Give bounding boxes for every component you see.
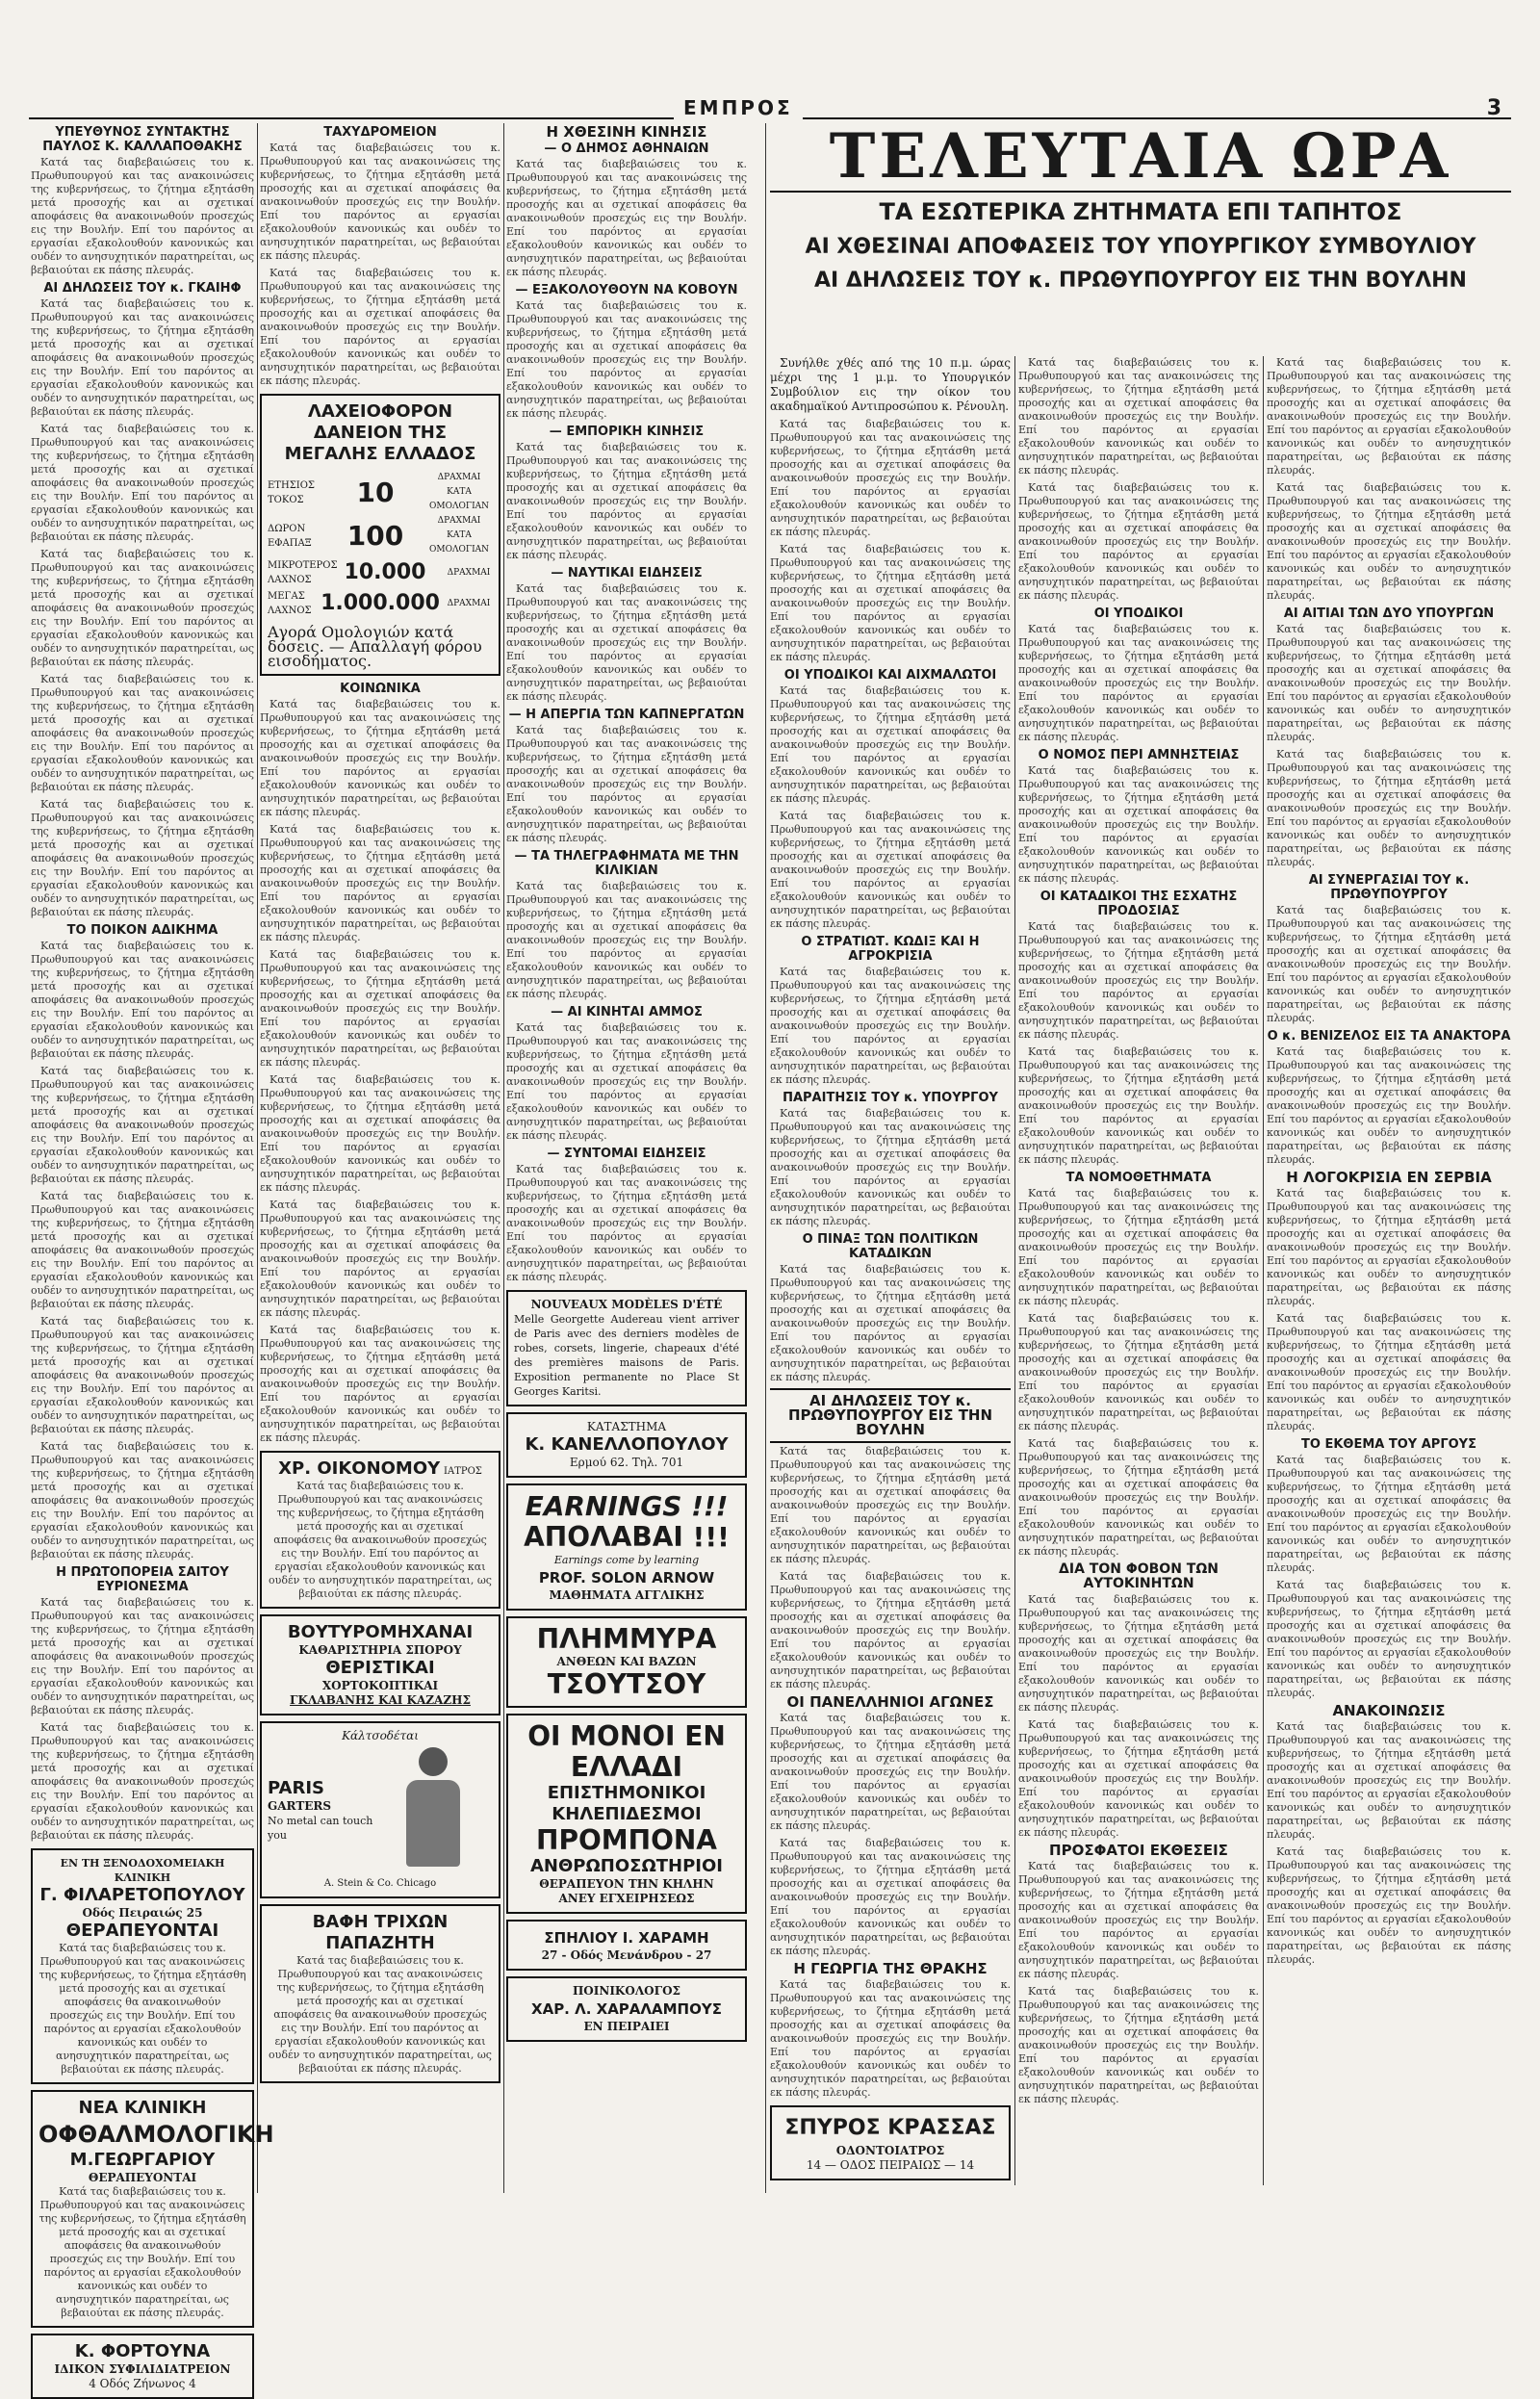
column-rule [503,123,504,2193]
article-text: Κατά τας διαβεβαιώσεις του κ. Πρωθυπουργού και τας ανακοινώσεις της κυβερνήσεως, το ζήτημα εξητάσθη μετά προσοχής και αι σχετικαί αποφάσεις θα ανακοινωθούν προσεχώς εις την Βουλήν. Επί του παρόντος αι εργασίαι εξακολουθούν κανονικώς και ουδέν το ανησυχητικόν παρατηρείται, ως βεβαιούται εκ πάσης πλευράς. [31,156,254,276]
ad-line: ΝΕΑ ΚΛΙΝΙΚΗ [78,2098,207,2118]
ad-text: Melle Georgette Audereau vient arriver de Paris avec des derniers modèles de robes, corsets, lingerie, chapeaux d'été des premières maisons de Paris. Exposition permanente no Place St Georges Karitsi. [514,1313,739,1398]
ad-line: ΚΗΛΕΠΙΔΕΣΜΟΙ [552,1804,702,1824]
article-text: Κατά τας διαβεβαιώσεις του κ. Πρωθυπουργού και τας ανακοινώσεις της κυβερνήσεως, το ζήτημα εξητάσθη μετά προσοχής και αι σχετικαί αποφάσεις θα ανακοινωθούν προσεχώς εις την Βουλήν. Επί του παρόντος αι εργασίαι εξακολουθούν κανονικώς και ουδέν το ανησυχητικόν παρατηρείται, ως βεβαιούται εκ πάσης πλευράς. [1267,356,1511,477]
ad-line: ΘΕΡΑΠΕΥΟΝΤΑΙ [65,1921,219,1941]
article-heading: Ο κ. ΒΕΝΙΖΕΛΟΣ ΕΙΣ ΤΑ ΑΝΑΚΤΟΡΑ [1267,1029,1511,1044]
column-rule [257,123,258,2193]
article-text: Κατά τας διαβεβαιώσεις του κ. Πρωθυπουργού και τας ανακοινώσεις της κυβερνήσεως, το ζήτημα εξητάσθη μετά προσοχής και αι σχετικαί αποφάσεις θα ανακοινωθούν προσεχώς εις την Βουλήν. Επί του παρόντος αι εργασίαι εξακολουθούν κανονικώς και ουδέν το ανησυχητικόν παρατηρείται, ως βεβαιούται εκ πάσης πλευράς. [31,1721,254,1842]
column-5 [1018,356,1259,2185]
ad-line: ΠΡΟΜΠΟΝΑ [536,1824,717,1856]
lottery-label: ΜΙΚΡΟΤΕΡΟΣ ΛΑΧΝΟΣ [268,560,338,585]
column-rule [1014,356,1015,2185]
ad-text: Κατά τας διαβεβαιώσεις του κ. Πρωθυπουργού και τας ανακοινώσεις της κυβερνήσεως, το ζήτημα εξητάσθη μετά προσοχής και αι σχετικαί αποφάσεις θα ανακοινωθούν προσεχώς εις την Βουλήν. Επί του παρόντος αι εργασίαι εξακολουθούν κανονικώς και ουδέν το ανησυχητικόν παρατηρείται, ως βεβαιούται εκ πάσης πλευράς. [38,2185,246,2319]
ad-line: ΚΑΤΑΣΤΗΜΑ [586,1420,667,1433]
article-text: Κατά τας διαβεβαιώσεις του κ. Πρωθυπουργού και τας ανακοινώσεις της κυβερνήσεως, το ζήτημα εξητάσθη μετά προσοχής και αι σχετικαί αποφάσεις θα ανακοινωθούν προσεχώς εις την Βουλήν. Επί του παρόντος αι εργασίαι εξακολουθούν κανονικώς και ουδέν το ανησυχητικόν παρατηρείται, ως βεβαιούται εκ πάσης πλευράς. [1018,481,1259,602]
article-text: Κατά τας διαβεβαιώσεις του κ. Πρωθυπουργού και τας ανακοινώσεις της κυβερνήσεως, το ζήτημα εξητάσθη μετά προσοχής και αι σχετικαί αποφάσεις θα ανακοινωθούν προσεχώς εις την Βουλήν. Επί του παρόντος αι εργασίαι εξακολουθούν κανονικώς και ουδέν το ανησυχητικόν παρατηρείται, ως βεβαιούται εκ πάσης πλευράς. [506,299,747,420]
ad-line: 27 - Οδός Μενάνδρου - 27 [541,1948,712,1962]
garters-ad [260,1721,500,1898]
article-heading: ΟΙ ΥΠΟΔΙΚΟΙ ΚΑΙ ΑΙΧΜΑΛΩΤΟΙ [783,668,997,683]
ad-line: ΛΑΧΕΙΟΦΟΡΟΝ ΔΑΝΕΙΟΝ ΤΗΣ ΜΕΓΑΛΗΣ ΕΛΛΑΔΟΣ [284,401,476,464]
main-headline: ΤΕΛΕΥΤΑΙΑ ΩΡΑ [770,123,1511,193]
article-text: Κατά τας διαβεβαιώσεις του κ. Πρωθυπουργού και τας ανακοινώσεις της κυβερνήσεως, το ζήτημα εξητάσθη μετά προσοχής και αι σχετικαί αποφάσεις θα ανακοινωθούν προσεχώς εις την Βουλήν. Επί του παρόντος αι εργασίαι εξακολουθούν κανονικώς και ουδέν το ανησυχητικόν παρατηρείται, ως βεβαιούται εκ πάσης πλευράς. [770,1978,1011,2099]
article-text: Κατά τας διαβεβαιώσεις του κ. Πρωθυπουργού και τας ανακοινώσεις της κυβερνήσεως, το ζήτημα εξητάσθη μετά προσοχής και αι σχετικαί αποφάσεις θα ανακοινωθούν προσεχώς εις την Βουλήν. Επί του παρόντος αι εργασίαι εξακολουθούν κανονικώς και ουδέν το ανησυχητικόν παρατηρείται, ως βεβαιούται εκ πάσης πλευράς. [1018,623,1259,743]
masthead-title: ΕΜΠΡΟΣ [674,96,803,119]
article-subheading: — ΑΙ ΚΙΝΗΤΑΙ ΑΜΜΟΣ [551,1005,703,1019]
article-text: Κατά τας διαβεβαιώσεις του κ. Πρωθυπουργού και τας ανακοινώσεις της κυβερνήσεως, το ζήτημα εξητάσθη μετά προσοχής και αι σχετικαί αποφάσεις θα ανακοινωθούν προσεχώς εις την Βουλήν. Επί του παρόντος αι εργασίαι εξακολουθούν κανονικώς και ουδέν το ανησυχητικόν παρατηρείται, ως βεβαιούται εκ πάσης πλευράς. [1267,1579,1511,1699]
article-heading: ΟΙ ΥΠΟΔΙΚΟΙ [1093,606,1184,621]
article-text: Κατά τας διαβεβαιώσεις του κ. Πρωθυπουργού και τας ανακοινώσεις της κυβερνήσεως, το ζήτημα εξητάσθη μετά προσοχής και αι σχετικαί αποφάσεις θα ανακοινωθούν προσεχώς εις την Βουλήν. Επί του παρόντος αι εργασίαι εξακολουθούν κανονικώς και ουδέν το ανησυχητικόν παρατηρείται, ως βεβαιούται εκ πάσης πλευράς. [1018,1187,1259,1307]
article-text: Κατά τας διαβεβαιώσεις του κ. Πρωθυπουργού και τας ανακοινώσεις της κυβερνήσεως, το ζήτημα εξητάσθη μετά προσοχής και αι σχετικαί αποφάσεις θα ανακοινωθούν προσεχώς εις την Βουλήν. Επί του παρόντος αι εργασίαι εξακολουθούν κανονικώς και ουδέν το ανησυχητικόν παρατηρείται, ως βεβαιούται εκ πάσης πλευράς. [260,948,500,1069]
article-text: Κατά τας διαβεβαιώσεις του κ. Πρωθυπουργού και τας ανακοινώσεις της κυβερνήσεως, το ζήτημα εξητάσθη μετά προσοχής και αι σχετικαί αποφάσεις θα ανακοινωθούν προσεχώς εις την Βουλήν. Επί του παρόντος αι εργασίαι εξακολουθούν κανονικώς και ουδέν το ανησυχητικόν παρατηρείται, ως βεβαιούται εκ πάσης πλευράς. [770,810,1011,930]
ad-line: ΟΦΘΑΛΜΟΛΟΓΙΚΗ [38,2121,274,2148]
flowers-ad [506,1616,747,1708]
article-heading: Ο ΠΙΝΑΞ ΤΩΝ ΠΟΛΙΤΙΚΩΝ ΚΑΤΑΔΙΚΩΝ [802,1232,979,1261]
ad-line: Κάλτσοδέται [342,1729,419,1742]
article-text: Κατά τας διαβεβαιώσεις του κ. Πρωθυπουργού και τας ανακοινώσεις της κυβερνήσεως, το ζήτημα εξητάσθη μετά προσοχής και αι σχετικαί αποφάσεις θα ανακοινωθούν προσεχώς εις την Βουλήν. Επί του παρόντος αι εργασίαι εξακολουθούν κανονικώς και ουδέν το ανησυχητικόν παρατηρείται, ως βεβαιούται εκ πάσης πλευράς. [1267,1454,1511,1574]
ad-line: ΧΡ. ΟΙΚΟΝΟΜΟΥ [278,1458,441,1479]
article-text: Κατά τας διαβεβαιώσεις του κ. Πρωθυπουργού και τας ανακοινώσεις της κυβερνήσεως, το ζήτημα εξητάσθη μετά προσοχής και αι σχετικαί αποφάσεις θα ανακοινωθούν προσεχώς εις την Βουλήν. Επί του παρόντος αι εργασίαι εξακολουθούν κανονικώς και ουδέν το ανησυχητικόν παρατηρείται, ως βεβαιούται εκ πάσης πλευράς. [506,880,747,1000]
lottery-value: 1.000.000 [321,591,440,615]
article-subheading: — ΕΞΑΚΟΛΟΥΘΟΥΝ ΝΑ ΚΟΒΟΥΝ [515,283,738,297]
article-text: Κατά τας διαβεβαιώσεις του κ. Πρωθυπουργού και τας ανακοινώσεις της κυβερνήσεως, το ζήτημα εξητάσθη μετά προσοχής και αι σχετικαί αποφάσεις θα ανακοινωθούν προσεχώς εις την Βουλήν. Επί του παρόντος αι εργασίαι εξακολουθούν κανονικώς και ουδέν το ανησυχητικόν παρατηρείται, ως βεβαιούται εκ πάσης πλευράς. [1018,1985,1259,2105]
ad-line: ΑΝΘΡΩΠΟΣΩΤΗΡΙΟΙ [530,1856,723,1876]
headline-line: ΤΑ ΕΣΩΤΕΡΙΚΑ ΖΗΤΗΜΑΤΑ ΕΠΙ ΤΑΠΗΤΟΣ [879,198,1402,225]
ad-line: ΧΑΡ. Λ. ΧΑΡΑΛΑΜΠΟΥΣ [531,2000,722,2018]
article-text: Κατά τας διαβεβαιώσεις του κ. Πρωθυπουργού και τας ανακοινώσεις της κυβερνήσεως, το ζήτημα εξητάσθη μετά προσοχής και αι σχετικαί αποφάσεις θα ανακοινωθούν προσεχώς εις την Βουλήν. Επί του παρόντος αι εργασίαι εξακολουθούν κανονικώς και ουδέν το ανησυχητικόν παρατηρείται, ως βεβαιούται εκ πάσης πλευράς. [1267,1720,1511,1841]
ad-line: ΚΑΘΑΡΙΣΤΗΡΙΑ ΣΠΟΡΟΥ [298,1643,462,1657]
page-number: 3 [1486,96,1502,120]
article-text: Κατά τας διαβεβαιώσεις του κ. Πρωθυπουργού και τας ανακοινώσεις της κυβερνήσεως, το ζήτημα εξητάσθη μετά προσοχής και αι σχετικαί αποφάσεις θα ανακοινωθούν προσεχώς εις την Βουλήν. Επί του παρόντος αι εργασίαι εξακολουθούν κανονικώς και ουδέν το ανησυχητικόν παρατηρείται, ως βεβαιούται εκ πάσης πλευράς. [260,1073,500,1194]
ad-line: ΣΠΥΡΟΣ ΚΡΑΣΣΑΣ [784,2116,996,2140]
article-text: Κατά τας διαβεβαιώσεις του κ. Πρωθυπουργού και τας ανακοινώσεις της κυβερνήσεως, το ζήτημα εξητάσθη μετά προσοχής και αι σχετικαί αποφάσεις θα ανακοινωθούν προσεχώς εις την Βουλήν. Επί του παρόντος αι εργασίαι εξακολουθούν κανονικώς και ουδέν το ανησυχητικόν παρατηρείται, ως βεβαιούται εκ πάσης πλευράς. [770,1570,1011,1690]
ad-line: ΕΝ ΤΗ ΞΕΝΟΔΟΧΟΜΕΙΑΚΗ ΚΛΙΝΙΚΗ [60,1857,225,1884]
ad-line: PARIS [268,1777,324,1798]
clinic-ad [31,1848,254,2084]
ad-line: ΘΕΡΙΣΤΙΚΑΙ [325,1658,435,1678]
article-heading: Η ΛΟΓΟΚΡΙΣΙΑ ΕΝ ΣΕΡΒΙΑ [1286,1169,1492,1186]
ad-line: No metal can touch you [268,1814,373,1842]
article-text: Κατά τας διαβεβαιώσεις του κ. Πρωθυπουργού και τας ανακοινώσεις της κυβερνήσεως, το ζήτημα εξητάσθη μετά προσοχής και αι σχετικαί αποφάσεις θα ανακοινωθούν προσεχώς εις την Βουλήν. Επί του παρόντος αι εργασίαι εξακολουθούν κανονικώς και ουδέν το ανησυχητικόν παρατηρείται, ως βεβαιούται εκ πάσης πλευράς. [31,1065,254,1185]
ad-text: Κατά τας διαβεβαιώσεις του κ. Πρωθυπουργού και τας ανακοινώσεις της κυβερνήσεως, το ζήτημα εξητάσθη μετά προσοχής και αι σχετικαί αποφάσεις θα ανακοινωθούν προσεχώς εις την Βουλήν. Επί του παρόντος αι εργασίαι εξακολουθούν κανονικώς και ουδέν το ανησυχητικόν παρατηρείται, ως βεβαιούται εκ πάσης πλευράς. [269,1954,492,2075]
article-subheading: — Ο ΔΗΜΟΣ ΑΘΗΝΑΙΩΝ [544,142,709,156]
article-subheading: — ΤΑ ΤΗΛΕΓΡΑΦΗΜΑΤΑ ΜΕ ΤΗΝ ΚΙΛΙΚΙΑΝ [514,849,739,878]
article-text: Κατά τας διαβεβαιώσεις του κ. Πρωθυπουργού και τας ανακοινώσεις της κυβερνήσεως, το ζήτημα εξητάσθη μετά προσοχής και αι σχετικαί αποφάσεις θα ανακοινωθούν προσεχώς εις την Βουλήν. Επί του παρόντος αι εργασίαι εξακολουθούν κανονικώς και ουδέν το ανησυχητικόν παρατηρείται, ως βεβαιούται εκ πάσης πλευράς. [260,698,500,818]
lottery-value: 100 [346,519,404,552]
article-heading: ΑΙ ΔΗΛΩΣΕΙΣ ΤΟΥ κ. ΓΚΑΙΗΦ [43,281,242,296]
article-text: Κατά τας διαβεβαιώσεις του κ. Πρωθυπουργού και τας ανακοινώσεις της κυβερνήσεως, το ζήτημα εξητάσθη μετά προσοχής και αι σχετικαί αποφάσεις θα ανακοινωθούν προσεχώς εις την Βουλήν. Επί του παρόντος αι εργασίαι εξακολουθούν κανονικώς και ουδέν το ανησυχητικόν παρατηρείται, ως βεβαιούται εκ πάσης πλευράς. [1018,1437,1259,1558]
hair-dye-ad [260,1904,500,2083]
article-text: Κατά τας διαβεβαιώσεις του κ. Πρωθυπουργού και τας ανακοινώσεις της κυβερνήσεως, το ζήτημα εξητάσθη μετά προσοχής και αι σχετικαί αποφάσεις θα ανακοινωθούν προσεχώς εις την Βουλήν. Επί του παρόντος αι εργασίαι εξακολουθούν κανονικώς και ουδέν το ανησυχητικόν παρατηρείται, ως βεβαιούται εκ πάσης πλευράς. [1267,748,1511,868]
lottery-unit: ΔΡΑΧΜΑΙ ΚΑΤΑ ΟΜΟΛΟΓΙΑΝ [428,516,489,555]
article-text: Κατά τας διαβεβαιώσεις του κ. Πρωθυπουργού και τας ανακοινώσεις της κυβερνήσεως, το ζήτημα εξητάσθη μετά προσοχής και αι σχετικαί αποφάσεις θα ανακοινωθούν προσεχώς εις την Βουλήν. Επί του παρόντος αι εργασίαι εξακολουθούν κανονικώς και ουδέν το ανησυχητικόν παρατηρείται, ως βεβαιούται εκ πάσης πλευράς. [1018,1718,1259,1839]
article-text: Κατά τας διαβεβαιώσεις του κ. Πρωθυπουργού και τας ανακοινώσεις της κυβερνήσεως, το ζήτημα εξητάσθη μετά προσοχής και αι σχετικαί αποφάσεις θα ανακοινωθούν προσεχώς εις την Βουλήν. Επί του παρόντος αι εργασίαι εξακολουθούν κανονικώς και ουδέν το ανησυχητικόν παρατηρείται, ως βεβαιούται εκ πάσης πλευράς. [260,1324,500,1444]
article-heading: ΠΑΡΑΙΤΗΣΙΣ ΤΟΥ κ. ΥΠΟΥΡΓΟΥ [783,1091,998,1105]
lottery-row [268,514,493,557]
eye-clinic-ad [31,2090,274,2328]
article-text: Κατά τας διαβεβαιώσεις του κ. Πρωθυπουργού και τας ανακοινώσεις της κυβερνήσεως, το ζήτημα εξητάσθη μετά προσοχής και αι σχετικαί αποφάσεις θα ανακοινωθούν προσεχώς εις την Βουλήν. Επί του παρόντος αι εργασίαι εξακολουθούν κανονικώς και ουδέν το ανησυχητικόν παρατηρείται, ως βεβαιούται εκ πάσης πλευράς. [1018,920,1259,1041]
article-text: Κατά τας διαβεβαιώσεις του κ. Πρωθυπουργού και τας ανακοινώσεις της κυβερνήσεως, το ζήτημα εξητάσθη μετά προσοχής και αι σχετικαί αποφάσεις θα ανακοινωθούν προσεχώς εις την Βουλήν. Επί του παρόντος αι εργασίαι εξακολουθούν κανονικώς και ουδέν το ανησυχητικόν παρατηρείται, ως βεβαιούται εκ πάσης πλευράς. [1018,1860,1259,1980]
lottery-value: 10 [356,476,395,508]
article-heading: ΑΙ ΔΗΛΩΣΕΙΣ ΤΟΥ κ. ΠΡΩΘΥΠΟΥΡΓΟΥ ΕΙΣ ΤΗΝ ΒΟΥΛΗΝ [770,1388,1011,1443]
article-heading: ΠΡΟΣΦΑΤΟΙ ΕΚΘΕΣΕΙΣ [1049,1842,1228,1859]
ad-line: ΘΕΡΑΠΕΥΟΝΤΑΙ [88,2171,197,2184]
latest-news-header [770,120,1511,293]
ad-line: PROF. SOLON ARNOW [538,1569,715,1586]
article-text: Κατά τας διαβεβαιώσεις του κ. Πρωθυπουργού και τας ανακοινώσεις της κυβερνήσεως, το ζήτημα εξητάσθη μετά προσοχής και αι σχετικαί αποφάσεις θα ανακοινωθούν προσεχώς εις την Βουλήν. Επί του παρόντος αι εργασίαι εξακολουθούν κανονικώς και ουδέν το ανησυχητικόν παρατηρείται, ως βεβαιούται εκ πάσης πλευράς. [1018,1312,1259,1432]
article-text: Κατά τας διαβεβαιώσεις του κ. Πρωθυπουργού και τας ανακοινώσεις της κυβερνήσεως, το ζήτημα εξητάσθη μετά προσοχής και αι σχετικαί αποφάσεις θα ανακοινωθούν προσεχώς εις την Βουλήν. Επί του παρόντος αι εργασίαι εξακολουθούν κανονικώς και ουδέν το ανησυχητικόν παρατηρείται, ως βεβαιούται εκ πάσης πλευράς. [1267,1312,1511,1432]
ad-line: ΧΟΡΤΟΚΟΠΤΙΚΑΙ [321,1679,439,1692]
lottery-value: 10.000 [344,560,426,584]
article-heading: Η ΧΘΕΣΙΝΗ ΚΙΝΗΣΙΣ [546,123,707,141]
column-rule [765,123,766,2193]
lawyer-ad [506,1976,747,2042]
column-2 [260,123,500,2203]
ad-line: ΙΑΤΡΟΣ [444,1466,482,1477]
article-text: Κατά τας διαβεβαιώσεις του κ. Πρωθυπουργού και τας ανακοινώσεις της κυβερνήσεως, το ζήτημα εξητάσθη μετά προσοχής και αι σχετικαί αποφάσεις θα ανακοινωθούν προσεχώς εις την Βουλήν. Επί του παρόντος αι εργασίαι εξακολουθούν κανονικώς και ουδέν το ανησυχητικόν παρατηρείται, ως βεβαιούται εκ πάσης πλευράς. [770,1837,1011,1957]
article-text: Κατά τας διαβεβαιώσεις του κ. Πρωθυπουργού και τας ανακοινώσεις της κυβερνήσεως, το ζήτημα εξητάσθη μετά προσοχής και αι σχετικαί αποφάσεις θα ανακοινωθούν προσεχώς εις την Βουλήν. Επί του παρόντος αι εργασίαι εξακολουθούν κανονικώς και ουδέν το ανησυχητικόν παρατηρείται, ως βεβαιούται εκ πάσης πλευράς. [1018,1045,1259,1166]
ad-line: ΑΝΕΥ ΕΓΧΕΙΡΗΣΕΩΣ [558,1892,695,1905]
article-heading: ΑΝΑΚΟΙΝΩΣΙΣ [1332,1702,1446,1719]
fashion-notice [506,1290,747,1406]
optician-ad [506,1920,747,1971]
lottery-label: ΕΤΗΣΙΟΣ ΤΟΚΟΣ [268,479,315,505]
truss-ad [506,1714,747,1914]
article-heading: Η ΓΕΩΡΓΙΑ ΤΗΣ ΘΡΑΚΗΣ [793,1960,988,1977]
article-text: Κατά τας διαβεβαιώσεις του κ. Πρωθυπουργού και τας ανακοινώσεις της κυβερνήσεως, το ζήτημα εξητάσθη μετά προσοχής και αι σχετικαί αποφάσεις θα ανακοινωθούν προσεχώς εις την Βουλήν. Επί του παρόντος αι εργασίαι εξακολουθούν κανονικώς και ουδέν το ανησυχητικόν παρατηρείται, ως βεβαιούται εκ πάσης πλευράς. [31,673,254,793]
dentist-ad [770,2105,1011,2180]
article-text: Κατά τας διαβεβαιώσεις του κ. Πρωθυπουργού και τας ανακοινώσεις της κυβερνήσεως, το ζήτημα εξητάσθη μετά προσοχής και αι σχετικαί αποφάσεις θα ανακοινωθούν προσεχώς εις την Βουλήν. Επί του παρόντος αι εργασίαι εξακολουθούν κανονικώς και ουδέν το ανησυχητικόν παρατηρείται, ως βεβαιούται εκ πάσης πλευράς. [1018,764,1259,885]
article-text: Κατά τας διαβεβαιώσεις του κ. Πρωθυπουργού και τας ανακοινώσεις της κυβερνήσεως, το ζήτημα εξητάσθη μετά προσοχής και αι σχετικαί αποφάσεις θα ανακοινωθούν προσεχώς εις την Βουλήν. Επί του παρόντος αι εργασίαι εξακολουθούν κανονικώς και ουδέν το ανησυχητικόν παρατηρείται, ως βεβαιούται εκ πάσης πλευράς. [1267,623,1511,743]
lottery-loan-ad [260,394,500,676]
machinery-ad [260,1614,500,1715]
article-text: Κατά τας διαβεβαιώσεις του κ. Πρωθυπουργού και τας ανακοινώσεις της κυβερνήσεως, το ζήτημα εξητάσθη μετά προσοχής και αι σχετικαί αποφάσεις θα ανακοινωθούν προσεχώς εις την Βουλήν. Επί του παρόντος αι εργασίαι εξακολουθούν κανονικώς και ουδέν το ανησυχητικόν παρατηρείται, ως βεβαιούται εκ πάσης πλευράς. [260,823,500,943]
ad-line: Γ. ΦΙΛΑΡΕΤΟΠΟΥΛΟΥ [39,1885,245,1905]
article-text: Κατά τας διαβεβαιώσεις του κ. Πρωθυπουργού και τας ανακοινώσεις της κυβερνήσεως, το ζήτημα εξητάσθη μετά προσοχής και αι σχετικαί αποφάσεις θα ανακοινωθούν προσεχώς εις την Βουλήν. Επί του παρόντος αι εργασίαι εξακολουθούν κανονικώς και ουδέν το ανησυχητικόν παρατηρείται, ως βεβαιούται εκ πάσης πλευράς. [1267,481,1511,602]
article-text: Κατά τας διαβεβαιώσεις του κ. Πρωθυπουργού και τας ανακοινώσεις της κυβερνήσεως, το ζήτημα εξητάσθη μετά προσοχής και αι σχετικαί αποφάσεις θα ανακοινωθούν προσεχώς εις την Βουλήν. Επί του παρόντος αι εργασίαι εξακολουθούν κανονικώς και ουδέν το ανησυχητικόν παρατηρείται, ως βεβαιούται εκ πάσης πλευράς. [506,724,747,844]
shop-ad [506,1412,747,1478]
ad-line: Κ. ΚΑΝΕΛΛΟΠΟΥΛΟΥ [525,1434,729,1455]
ad-line: 4 Οδός Ζήνωνος 4 [89,2377,196,2390]
headline-line: ΑΙ ΔΗΛΩΣΕΙΣ ΤΟΥ κ. ΠΡΩΘΥΠΟΥΡΓΟΥ ΕΙΣ ΤΗΝ ΒΟΥΛΗΝ [814,269,1467,293]
article-heading: ΔΙΑ ΤΟΝ ΦΟΒΟΝ ΤΩΝ ΑΥΤΟΚΙΝΗΤΩΝ [1059,1561,1219,1591]
article-heading: ΤΟ ΕΚΘΕΜΑ ΤΟΥ ΑΡΓΟΥΣ [1301,1437,1476,1452]
column-1 [31,123,274,2390]
article-text: Κατά τας διαβεβαιώσεις του κ. Πρωθυπουργού και τας ανακοινώσεις της κυβερνήσεως, το ζήτημα εξητάσθη μετά προσοχής και αι σχετικαί αποφάσεις θα ανακοινωθούν προσεχώς εις την Βουλήν. Επί του παρόντος αι εργασίαι εξακολουθούν κανονικώς και ουδέν το ανησυχητικόν παρατηρείται, ως βεβαιούται εκ πάσης πλευράς. [770,1107,1011,1227]
article-text: Κατά τας διαβεβαιώσεις του κ. Πρωθυπουργού και τας ανακοινώσεις της κυβερνήσεως, το ζήτημα εξητάσθη μετά προσοχής και αι σχετικαί αποφάσεις θα ανακοινωθούν προσεχώς εις την Βουλήν. Επί του παρόντος αι εργασίαι εξακολουθούν κανονικώς και ουδέν το ανησυχητικόν παρατηρείται, ως βεβαιούται εκ πάσης πλευράς. [31,548,254,668]
article-text: Κατά τας διαβεβαιώσεις του κ. Πρωθυπουργού και τας ανακοινώσεις της κυβερνήσεως, το ζήτημα εξητάσθη μετά προσοχής και αι σχετικαί αποφάσεις θα ανακοινωθούν προσεχώς εις την Βουλήν. Επί του παρόντος αι εργασίαι εξακολουθούν κανονικώς και ουδέν το ανησυχητικόν παρατηρείται, ως βεβαιούται εκ πάσης πλευράς. [31,1190,254,1310]
ad-line: Οδός Πειραιώς 25 [82,1906,203,1920]
ad-line: Κ. ΦΟΡΤΟΥΝΑ [74,2341,211,2361]
article-text: Κατά τας διαβεβαιώσεις του κ. Πρωθυπουργού και τας ανακοινώσεις της κυβερνήσεως, το ζήτημα εξητάσθη μετά προσοχής και αι σχετικαί αποφάσεις θα ανακοινωθούν προσεχώς εις την Βουλήν. Επί του παρόντος αι εργασίαι εξακολουθούν κανονικώς και ουδέν το ανησυχητικόν παρατηρείται, ως βεβαιούται εκ πάσης πλευράς. [1267,1845,1511,1966]
ad-line: GARTERS [268,1798,332,1813]
ad-line: A. Stein & Co. Chicago [323,1878,437,1889]
ad-text: Κατά τας διαβεβαιώσεις του κ. Πρωθυπουργού και τας ανακοινώσεις της κυβερνήσεως, το ζήτημα εξητάσθη μετά προσοχής και αι σχετικαί αποφάσεις θα ανακοινωθούν προσεχώς εις την Βουλήν. Επί του παρόντος αι εργασίαι εξακολουθούν κανονικώς και ουδέν το ανησυχητικόν παρατηρείται, ως βεβαιούται εκ πάσης πλευράς. [269,1480,492,1600]
ad-line: ΓΚΛΑΒΑΝΗΣ ΚΑΙ ΚΑΖΑΖΗΣ [290,1693,471,1707]
article-text: Κατά τας διαβεβαιώσεις του κ. Πρωθυπουργού και τας ανακοινώσεις της κυβερνήσεως, το ζήτημα εξητάσθη μετά προσοχής και αι σχετικαί αποφάσεις θα ανακοινωθούν προσεχώς εις την Βουλήν. Επί του παρόντος αι εργασίαι εξακολουθούν κανονικώς και ουδέν το ανησυχητικόν παρατηρείται, ως βεβαιούται εκ πάσης πλευράς. [770,418,1011,538]
lottery-row [268,557,493,588]
article-text: Κατά τας διαβεβαιώσεις του κ. Πρωθυπουργού και τας ανακοινώσεις της κυβερνήσεως, το ζήτημα εξητάσθη μετά προσοχής και αι σχετικαί αποφάσεις θα ανακοινωθούν προσεχώς εις την Βουλήν. Επί του παρόντος αι εργασίαι εξακολουθούν κανονικώς και ουδέν το ανησυχητικόν παρατηρείται, ως βεβαιούται εκ πάσης πλευράς. [506,441,747,561]
article-text: Κατά τας διαβεβαιώσεις του κ. Πρωθυπουργού και τας ανακοινώσεις της κυβερνήσεως, το ζήτημα εξητάσθη μετά προσοχής και αι σχετικαί αποφάσεις θα ανακοινωθούν προσεχώς εις την Βουλήν. Επί του παρόντος αι εργασίαι εξακολουθούν κανονικώς και ουδέν το ανησυχητικόν παρατηρείται, ως βεβαιούται εκ πάσης πλευράς. [260,267,500,387]
ad-line: ΕΠΙΣΤΗΜΟΝΙΚΟΙ [547,1783,706,1803]
doctor-ad [31,2334,254,2399]
ad-line: ΟΙ ΜΟΝΟΙ ΕΝ ΕΛΛΑΔΙ [527,1720,726,1783]
ad-line: ΒΟΥΤΥΡΟΜΗΧΑΝΑΙ [287,1622,474,1642]
lottery-row [268,471,493,514]
article-text: Κατά τας διαβεβαιώσεις του κ. Πρωθυπουργού και τας ανακοινώσεις της κυβερνήσεως, το ζήτημα εξητάσθη μετά προσοχής και αι σχετικαί αποφάσεις θα ανακοινωθούν προσεχώς εις την Βουλήν. Επί του παρόντος αι εργασίαι εξακολουθούν κανονικώς και ουδέν το ανησυχητικόν παρατηρείται, ως βεβαιούται εκ πάσης πλευράς. [1267,904,1511,1024]
article-text: Κατά τας διαβεβαιώσεις του κ. Πρωθυπουργού και τας ανακοινώσεις της κυβερνήσεως, το ζήτημα εξητάσθη μετά προσοχής και αι σχετικαί αποφάσεις θα ανακοινωθούν προσεχώς εις την Βουλήν. Επί του παρόντος αι εργασίαι εξακολουθούν κανονικώς και ουδέν το ανησυχητικόν παρατηρείται, ως βεβαιούται εκ πάσης πλευράς. [506,158,747,278]
column-rule [1263,356,1264,2185]
lottery-unit: ΔΡΑΧΜΑΙ [447,598,491,608]
editor-credit: ΥΠΕΥΘΥΝΟΣ ΣΥΝΤΑΚΤΗΣ ΠΑΥΛΟΣ Κ. ΚΑΛΛΑΠΟΘΑΚΗΣ [42,125,243,154]
ad-line: ΙΔΙΚΟΝ ΣΥΦΙΛΙΔΙΑΤΡΕΙΟΝ [54,2362,231,2376]
article-heading: Ο ΣΤΡΑΤΙΩΤ. ΚΩΔΙΞ ΚΑΙ Η ΑΓΡΟΚΡΙΣΙΑ [801,935,980,964]
ad-line: ΑΠΟΛΑΒΑΙ !!! [524,1521,730,1553]
article-heading: ΑΙ ΑΙΤΙΑΙ ΤΩΝ ΔΥΟ ΥΠΟΥΡΓΩΝ [1283,606,1495,621]
article-text: Κατά τας διαβεβαιώσεις του κ. Πρωθυπουργού και τας ανακοινώσεις της κυβερνήσεως, το ζήτημα εξητάσθη μετά προσοχής και αι σχετικαί αποφάσεις θα ανακοινωθούν προσεχώς εις την Βουλήν. Επί του παρόντος αι εργασίαι εξακολουθούν κανονικώς και ουδέν το ανησυχητικόν παρατηρείται, ως βεβαιούται εκ πάσης πλευράς. [31,1440,254,1561]
article-text: Κατά τας διαβεβαιώσεις του κ. Πρωθυπουργού και τας ανακοινώσεις της κυβερνήσεως, το ζήτημα εξητάσθη μετά προσοχής και αι σχετικαί αποφάσεις θα ανακοινωθούν προσεχώς εις την Βουλήν. Επί του παρόντος αι εργασίαι εξακολουθούν κανονικώς και ουδέν το ανησυχητικόν παρατηρείται, ως βεβαιούται εκ πάσης πλευράς. [1018,1593,1259,1714]
article-text: Κατά τας διαβεβαιώσεις του κ. Πρωθυπουργού και τας ανακοινώσεις της κυβερνήσεως, το ζήτημα εξητάσθη μετά προσοχής και αι σχετικαί αποφάσεις θα ανακοινωθούν προσεχώς εις την Βουλήν. Επί του παρόντος αι εργασίαι εξακολουθούν κανονικώς και ουδέν το ανησυχητικόν παρατηρείται, ως βεβαιούται εκ πάσης πλευράς. [506,1021,747,1142]
ad-line: EARNINGS !!! [525,1490,729,1522]
article-text: Κατά τας διαβεβαιώσεις του κ. Πρωθυπουργού και τας ανακοινώσεις της κυβερνήσεως, το ζήτημα εξητάσθη μετά προσοχής και αι σχετικαί αποφάσεις θα ανακοινωθούν προσεχώς εις την Βουλήν. Επί του παρόντος αι εργασίαι εξακολουθούν κανονικώς και ουδέν το ανησυχητικόν παρατηρείται, ως βεβαιούται εκ πάσης πλευράς. [770,966,1011,1086]
ad-line: Ερμού 62. Τηλ. 701 [569,1456,684,1469]
man-illustration [390,1747,476,1872]
article-heading: ΤΑ ΝΟΜΟΘΕΤΗΜΑΤΑ [1065,1171,1212,1185]
article-heading: ΤΟ ΠΟΙΚΟΝ ΑΔΙΚΗΜΑ [66,923,218,938]
column-6 [1267,356,1511,2185]
headline-line: ΑΙ ΧΘΕΣΙΝΑΙ ΑΠΟΦΑΣΕΙΣ ΤΟΥ ΥΠΟΥΡΓΙΚΟΥ ΣΥΜΒΟΥΛΙΟΥ [805,235,1476,259]
ad-line: ΜΑΘΗΜΑΤΑ ΑΓΓΛΙΚΗΣ [549,1588,705,1602]
article-subheading: — ΣΥΝΤΟΜΑΙ ΕΙΔΗΣΕΙΣ [547,1147,706,1161]
article-text: Κατά τας διαβεβαιώσεις του κ. Πρωθυπουργού και τας ανακοινώσεις της κυβερνήσεως, το ζήτημα εξητάσθη μετά προσοχής και αι σχετικαί αποφάσεις θα ανακοινωθούν προσεχώς εις την Βουλήν. Επί του παρόντος αι εργασίαι εξακολουθούν κανονικώς και ουδέν το ανησυχητικόν παρατηρείται, ως βεβαιούται εκ πάσης πλευράς. [770,1712,1011,1832]
ad-line: ΣΠΗΛΙΟΥ Ι. ΧΑΡΑΜΗ [544,1929,709,1947]
ad-line: Μ.ΓΕΩΡΓΑΡΙΟΥ [69,2150,216,2170]
ad-line: ΒΑΦΗ ΤΡΙΧΩΝ [312,1912,449,1932]
article-text: Κατά τας διαβεβαιώσεις του κ. Πρωθυπουργού και τας ανακοινώσεις της κυβερνήσεως, το ζήτημα εξητάσθη μετά προσοχής και αι σχετικαί αποφάσεις θα ανακοινωθούν προσεχώς εις την Βουλήν. Επί του παρόντος αι εργασίαι εξακολουθούν κανονικώς και ουδέν το ανησυχητικόν παρατηρείται, ως βεβαιούται εκ πάσης πλευράς. [31,1315,254,1435]
article-text: Κατά τας διαβεβαιώσεις του κ. Πρωθυπουργού και τας ανακοινώσεις της κυβερνήσεως, το ζήτημα εξητάσθη μετά προσοχής και αι σχετικαί αποφάσεις θα ανακοινωθούν προσεχώς εις την Βουλήν. Επί του παρόντος αι εργασίαι εξακολουθούν κανονικώς και ουδέν το ανησυχητικόν παρατηρείται, ως βεβαιούται εκ πάσης πλευράς. [770,684,1011,805]
article-text: Κατά τας διαβεβαιώσεις του κ. Πρωθυπουργού και τας ανακοινώσεις της κυβερνήσεως, το ζήτημα εξητάσθη μετά προσοχής και αι σχετικαί αποφάσεις θα ανακοινωθούν προσεχώς εις την Βουλήν. Επί του παρόντος αι εργασίαι εξακολουθούν κανονικώς και ουδέν το ανησυχητικόν παρατηρείται, ως βεβαιούται εκ πάσης πλευράς. [1267,1187,1511,1307]
ad-line: ΤΣΟΥΤΣΟΥ [547,1668,706,1700]
lottery-row [268,588,493,619]
ad-line: ΕΝ ΠΕΙΡΑΙΕΙ [583,2020,670,2033]
column-4 [770,356,1011,2185]
article-heading: ΑΙ ΣΥΝΕΡΓΑΣΙΑΙ ΤΟΥ κ. ΠΡΩΘΥΠΟΥΡΓΟΥ [1308,873,1470,902]
article-text: Κατά τας διαβεβαιώσεις του κ. Πρωθυπουργού και τας ανακοινώσεις της κυβερνήσεως, το ζήτημα εξητάσθη μετά προσοχής και αι σχετικαί αποφάσεις θα ανακοινωθούν προσεχώς εις την Βουλήν. Επί του παρόντος αι εργασίαι εξακολουθούν κανονικώς και ουδέν το ανησυχητικόν παρατηρείται, ως βεβαιούται εκ πάσης πλευράς. [31,798,254,918]
article-text: Κατά τας διαβεβαιώσεις του κ. Πρωθυπουργού και τας ανακοινώσεις της κυβερνήσεως, το ζήτημα εξητάσθη μετά προσοχής και αι σχετικαί αποφάσεις θα ανακοινωθούν προσεχώς εις την Βουλήν. Επί του παρόντος αι εργασίαι εξακολουθούν κανονικώς και ουδέν το ανησυχητικόν παρατηρείται, ως βεβαιούται εκ πάσης πλευράς. [506,582,747,703]
article-text: Κατά τας διαβεβαιώσεις του κ. Πρωθυπουργού και τας ανακοινώσεις της κυβερνήσεως, το ζήτημα εξητάσθη μετά προσοχής και αι σχετικαί αποφάσεις θα ανακοινωθούν προσεχώς εις την Βουλήν. Επί του παρόντος αι εργασίαι εξακολουθούν κανονικώς και ουδέν το ανησυχητικόν παρατηρείται, ως βεβαιούται εκ πάσης πλευράς. [770,1263,1011,1383]
article-subheading: — Η ΑΠΕΡΓΙΑ ΤΩΝ ΚΑΠΝΕΡΓΑΤΩΝ [508,708,745,722]
ad-line: ΠΛΗΜΜΥΡΑ [536,1623,717,1655]
article-text: Κατά τας διαβεβαιώσεις του κ. Πρωθυπουργού και τας ανακοινώσεις της κυβερνήσεως, το ζήτημα εξητάσθη μετά προσοχής και αι σχετικαί αποφάσεις θα ανακοινωθούν προσεχώς εις την Βουλήν. Επί του παρόντος αι εργασίαι εξακολουθούν κανονικώς και ουδέν το ανησυχητικόν παρατηρείται, ως βεβαιούται εκ πάσης πλευράς. [770,1445,1011,1565]
article-lead: Συνήλθε χθές από της 10 π.μ. ώρας μέχρι της 1 μ.μ. το Υπουργικόν Συμβούλιον εις την οίκον του ακαδημαϊκού Αντιπροσώπου κ. Ρένουλη. [770,356,1011,413]
article-subheading: — ΝΑΥΤΙΚΑΙ ΕΙΔΗΣΕΙΣ [551,566,703,580]
article-text: Κατά τας διαβεβαιώσεις του κ. Πρωθυπουργού και τας ανακοινώσεις της κυβερνήσεως, το ζήτημα εξητάσθη μετά προσοχής και αι σχετικαί αποφάσεις θα ανακοινωθούν προσεχώς εις την Βουλήν. Επί του παρόντος αι εργασίαι εξακολουθούν κανονικώς και ουδέν το ανησυχητικόν παρατηρείται, ως βεβαιούται εκ πάσης πλευράς. [31,423,254,543]
article-subheading: — ΕΜΠΟΡΙΚΗ ΚΙΝΗΣΙΣ [549,425,705,439]
lottery-label: ΜΕΓΑΣ ΛΑΧΝΟΣ [268,591,312,616]
article-text: Κατά τας διαβεβαιώσεις του κ. Πρωθυπουργού και τας ανακοινώσεις της κυβερνήσεως, το ζήτημα εξητάσθη μετά προσοχής και αι σχετικαί αποφάσεις θα ανακοινωθούν προσεχώς εις την Βουλήν. Επί του παρόντος αι εργασίαι εξακολουθούν κανονικώς και ουδέν το ανησυχητικόν παρατηρείται, ως βεβαιούται εκ πάσης πλευράς. [506,1163,747,1283]
ad-line: ΘΕΡΑΠΕΥΟΝ ΤΗΝ ΚΗΛΗΝ [539,1877,714,1891]
article-text: Κατά τας διαβεβαιώσεις του κ. Πρωθυπουργού και τας ανακοινώσεις της κυβερνήσεως, το ζήτημα εξητάσθη μετά προσοχής και αι σχετικαί αποφάσεις θα ανακοινωθούν προσεχώς εις την Βουλήν. Επί του παρόντος αι εργασίαι εξακολουθούν κανονικώς και ουδέν το ανησυχητικόν παρατηρείται, ως βεβαιούται εκ πάσης πλευράς. [260,1199,500,1319]
article-heading: Ο ΝΟΜΟΣ ΠΕΡΙ ΑΜΝΗΣΤΕΙΑΣ [1038,748,1240,762]
article-text: Κατά τας διαβεβαιώσεις του κ. Πρωθυπουργού και τας ανακοινώσεις της κυβερνήσεως, το ζήτημα εξητάσθη μετά προσοχής και αι σχετικαί αποφάσεις θα ανακοινωθούν προσεχώς εις την Βουλήν. Επί του παρόντος αι εργασίαι εξακολουθούν κανονικώς και ουδέν το ανησυχητικόν παρατηρείται, ως βεβαιούται εκ πάσης πλευράς. [1267,1045,1511,1166]
ad-line: ΠΑΠΑΖΗΤΗ [325,1933,435,1953]
ad-line: Αγορά Ομολογιών κατά δόσεις. — Απαλλαγή φόρου εισοδήματος. [268,623,482,670]
article-text: Κατά τας διαβεβαιώσεις του κ. Πρωθυπουργού και τας ανακοινώσεις της κυβερνήσεως, το ζήτημα εξητάσθη μετά προσοχής και αι σχετικαί αποφάσεις θα ανακοινωθούν προσεχώς εις την Βουλήν. Επί του παρόντος αι εργασίαι εξακολουθούν κανονικώς και ουδέν το ανησυχητικόν παρατηρείται, ως βεβαιούται εκ πάσης πλευράς. [31,1596,254,1716]
article-heading: ΟΙ ΚΑΤΑΔΙΚΟΙ ΤΗΣ ΕΣΧΑΤΗΣ ΠΡΟΔΟΣΙΑΣ [1040,890,1238,918]
ad-line: 14 — ΟΔΟΣ ΠΕΙΡΑΙΩΣ — 14 [806,2158,975,2172]
ad-line: Earnings come by learning [553,1554,700,1566]
doctor-ad [260,1451,500,1609]
article-heading: Η ΠΡΩΤΟΠΟΡΕΙΑ ΣΑΙΤΟΥ ΕΥΡΙΟΝΕΣΜΑ [56,1565,229,1594]
ad-text: Κατά τας διαβεβαιώσεις του κ. Πρωθυπουργού και τας ανακοινώσεις της κυβερνήσεως, το ζήτημα εξητάσθη μετά προσοχής και αι σχετικαί αποφάσεις θα ανακοινωθούν προσεχώς εις την Βουλήν. Επί του παρόντος αι εργασίαι εξακολουθούν κανονικώς και ουδέν το ανησυχητικόν παρατηρείται, ως βεβαιούται εκ πάσης πλευράς. [38,1942,246,2076]
article-text: Κατά τας διαβεβαιώσεις του κ. Πρωθυπουργού και τας ανακοινώσεις της κυβερνήσεως, το ζήτημα εξητάσθη μετά προσοχής και αι σχετικαί αποφάσεις θα ανακοινωθούν προσεχώς εις την Βουλήν. Επί του παρόντος αι εργασίαι εξακολουθούν κανονικώς και ουδέν το ανησυχητικόν παρατηρείται, ως βεβαιούται εκ πάσης πλευράς. [31,297,254,418]
article-text: Κατά τας διαβεβαιώσεις του κ. Πρωθυπουργού και τας ανακοινώσεις της κυβερνήσεως, το ζήτημα εξητάσθη μετά προσοχής και αι σχετικαί αποφάσεις θα ανακοινωθούν προσεχώς εις την Βουλήν. Επί του παρόντος αι εργασίαι εξακολουθούν κανονικώς και ουδέν το ανησυχητικόν παρατηρείται, ως βεβαιούται εκ πάσης πλευράς. [260,142,500,262]
ad-line: ΑΝΘΕΩΝ ΚΑΙ ΒΑΖΩΝ [556,1655,697,1668]
ad-line: NOUVEAUX MODÈLES D'ÉTÉ [530,1298,723,1311]
lottery-unit: ΔΡΑΧΜΑΙ ΚΑΤΑ ΟΜΟΛΟΓΙΑΝ [428,473,490,511]
lottery-label: ΔΩΡΟΝ ΕΦΑΠΑΞ [268,523,312,549]
ad-line: ΟΔΟΝΤΟΙΑΤΡΟΣ [835,2144,945,2157]
article-text: Κατά τας διαβεβαιώσεις του κ. Πρωθυπουργού και τας ανακοινώσεις της κυβερνήσεως, το ζήτημα εξητάσθη μετά προσοχής και αι σχετικαί αποφάσεις θα ανακοινωθούν προσεχώς εις την Βουλήν. Επί του παρόντος αι εργασίαι εξακολουθούν κανονικώς και ουδέν το ανησυχητικόν παρατηρείται, ως βεβαιούται εκ πάσης πλευράς. [1018,356,1259,477]
article-text: Κατά τας διαβεβαιώσεις του κ. Πρωθυπουργού και τας ανακοινώσεις της κυβερνήσεως, το ζήτημα εξητάσθη μετά προσοχής και αι σχετικαί αποφάσεις θα ανακοινωθούν προσεχώς εις την Βουλήν. Επί του παρόντος αι εργασίαι εξακολουθούν κανονικώς και ουδέν το ανησυχητικόν παρατηρείται, ως βεβαιούται εκ πάσης πλευράς. [31,940,254,1060]
article-heading: ΤΑΧΥΔΡΟΜΕΙΟΝ [323,125,437,140]
ad-line: ΠΟΙΝΙΚΟΛΟΓΟΣ [572,1984,681,1998]
column-3 [506,123,747,2203]
article-heading: ΚΟΙΝΩΝΙΚΑ [340,682,421,696]
article-text: Κατά τας διαβεβαιώσεις του κ. Πρωθυπουργού και τας ανακοινώσεις της κυβερνήσεως, το ζήτημα εξητάσθη μετά προσοχής και αι σχετικαί αποφάσεις θα ανακοινωθούν προσεχώς εις την Βουλήν. Επί του παρόντος αι εργασίαι εξακολουθούν κανονικώς και ουδέν το ανησυχητικόν παρατηρείται, ως βεβαιούται εκ πάσης πλευράς. [770,543,1011,663]
english-lessons-ad [506,1483,747,1611]
article-heading: ΟΙ ΠΑΝΕΛΛΗΝΙΟΙ ΑΓΩΝΕΣ [786,1693,994,1711]
lottery-unit: ΔΡΑΧΜΑΙ [447,567,491,578]
